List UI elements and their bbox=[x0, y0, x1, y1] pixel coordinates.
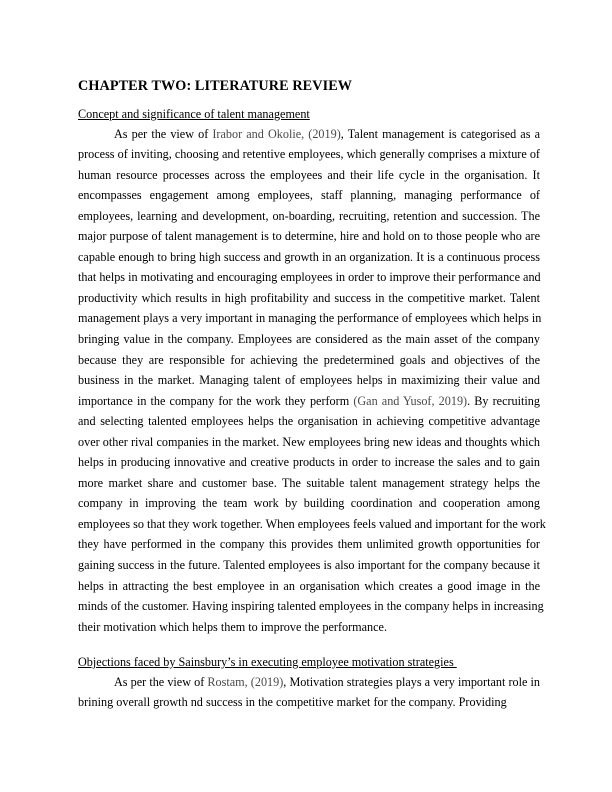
chapter-title: CHAPTER TWO: LITERATURE REVIEW bbox=[78, 78, 353, 94]
text-segment: that helps in motivating and encouraging employees in order to improve their performance and bbox=[78, 270, 541, 285]
text-segment: brining overall growth nd success in the competitive market for the company. Providing bbox=[78, 695, 507, 710]
text-segment: major purpose of talent management is to determine, hire and hold on to those people who are bbox=[78, 229, 540, 244]
text-segment: capable enough to bring high success and growth in an organization. It is a continuous process bbox=[78, 249, 540, 264]
paragraph-line bbox=[78, 288, 540, 309]
paragraph-motivation-objections bbox=[78, 672, 540, 713]
text-segment: business in the market. Managing talent of employees helps in maximizing their value and bbox=[78, 373, 540, 388]
text-segment: they have performed in the company this provides them unlimited growth opportunities for bbox=[78, 537, 540, 552]
paragraph-line bbox=[78, 206, 540, 227]
paragraph-line bbox=[78, 124, 540, 145]
text-segment: importance in the company for the work they perform bbox=[78, 393, 354, 408]
paragraph-line bbox=[78, 247, 540, 268]
paragraph-line bbox=[78, 185, 540, 206]
text-segment: , Talent management is categorised as a bbox=[340, 126, 540, 141]
paragraph-line bbox=[78, 370, 540, 391]
text-segment: their motivation which helps them to improve the performance. bbox=[78, 619, 388, 634]
paragraph-line bbox=[78, 473, 540, 494]
paragraph-line bbox=[78, 329, 540, 350]
section-heading-talent-management: Concept and significance of talent management bbox=[78, 107, 310, 121]
paragraph-line bbox=[78, 493, 540, 514]
paragraph-line bbox=[78, 350, 540, 371]
text-segment: As per the view of bbox=[114, 674, 208, 689]
text-segment: encompasses engagement among employees, staff planning, managing performance of bbox=[78, 188, 540, 203]
text-segment: process of inviting, choosing and retentive employees, which generally comprises a mixture of bbox=[78, 147, 540, 162]
paragraph-line bbox=[78, 534, 540, 555]
paragraph-line bbox=[78, 514, 546, 535]
citation: Rostam, (2019) bbox=[207, 674, 284, 689]
citation: Irabor and Okolie, (2019) bbox=[212, 126, 341, 141]
text-segment: more market share and customer base. The suitable talent management strategy helps the bbox=[78, 475, 540, 490]
paragraph-line bbox=[78, 432, 540, 453]
text-segment: because they are responsible for achieving the predetermined goals and objectives of the bbox=[78, 352, 540, 367]
text-segment: and selecting talented employees helps the organisation in achieving competitive advantage bbox=[78, 414, 540, 429]
paragraph-line bbox=[78, 596, 544, 617]
paragraph-line bbox=[78, 165, 540, 186]
text-segment: productivity which results in high profitability and success in the competitive market. Talent bbox=[78, 290, 540, 305]
paragraph-talent-management bbox=[78, 124, 546, 638]
text-segment: minds of the customer. Having inspiring talented employees in the company helps in increasing bbox=[78, 599, 544, 614]
text-segment: human resource processes across the employees and their life cycle in the organisation. It bbox=[78, 167, 540, 182]
paragraph-line bbox=[78, 617, 540, 638]
text-segment: employees so that they work together. When employees feels valued and important for the work bbox=[78, 516, 546, 531]
paragraph-line bbox=[78, 308, 540, 329]
text-segment: bringing value in the company. Employees are considered as the main asset of the company bbox=[78, 331, 540, 346]
text-segment: management plays a very important in managing the performance of employees which helps in bbox=[78, 311, 542, 326]
text-segment: employees, learning and development, on-boarding, recruiting, retention and succession. The bbox=[78, 208, 540, 223]
text-segment: company in improving the team work by building coordination and cooperation among bbox=[78, 496, 540, 511]
paragraph-line bbox=[78, 692, 540, 713]
text-segment: . By recruiting bbox=[467, 393, 540, 408]
paragraph-line bbox=[78, 226, 540, 247]
text-segment: gaining success in the future. Talented employees is also important for the company because it bbox=[78, 557, 540, 572]
paragraph-line bbox=[78, 555, 540, 576]
paragraph-line bbox=[78, 672, 540, 693]
text-segment: As per the view of bbox=[114, 126, 213, 141]
paragraph-line bbox=[78, 267, 540, 288]
paragraph-line bbox=[78, 452, 540, 473]
text-segment: , Motivation strategies plays a very important role in bbox=[283, 674, 540, 689]
citation: (Gan and Yusof, 2019) bbox=[353, 393, 468, 408]
text-segment: helps in attracting the best employee in an organisation which creates a good image in the bbox=[78, 578, 540, 593]
text-segment: over other rival companies in the market. New employees bring new ideas and thoughts which bbox=[78, 434, 540, 449]
paragraph-line bbox=[78, 576, 540, 597]
paragraph-line bbox=[78, 391, 540, 412]
section-heading-motivation-objections: Objections faced by Sainsbury’s in executing employee motivation strategies bbox=[78, 655, 457, 669]
paragraph-line bbox=[78, 411, 540, 432]
paragraph-line bbox=[78, 144, 540, 165]
text-segment: helps in producing innovative and creative products in order to increase the sales and to gain bbox=[78, 455, 540, 470]
